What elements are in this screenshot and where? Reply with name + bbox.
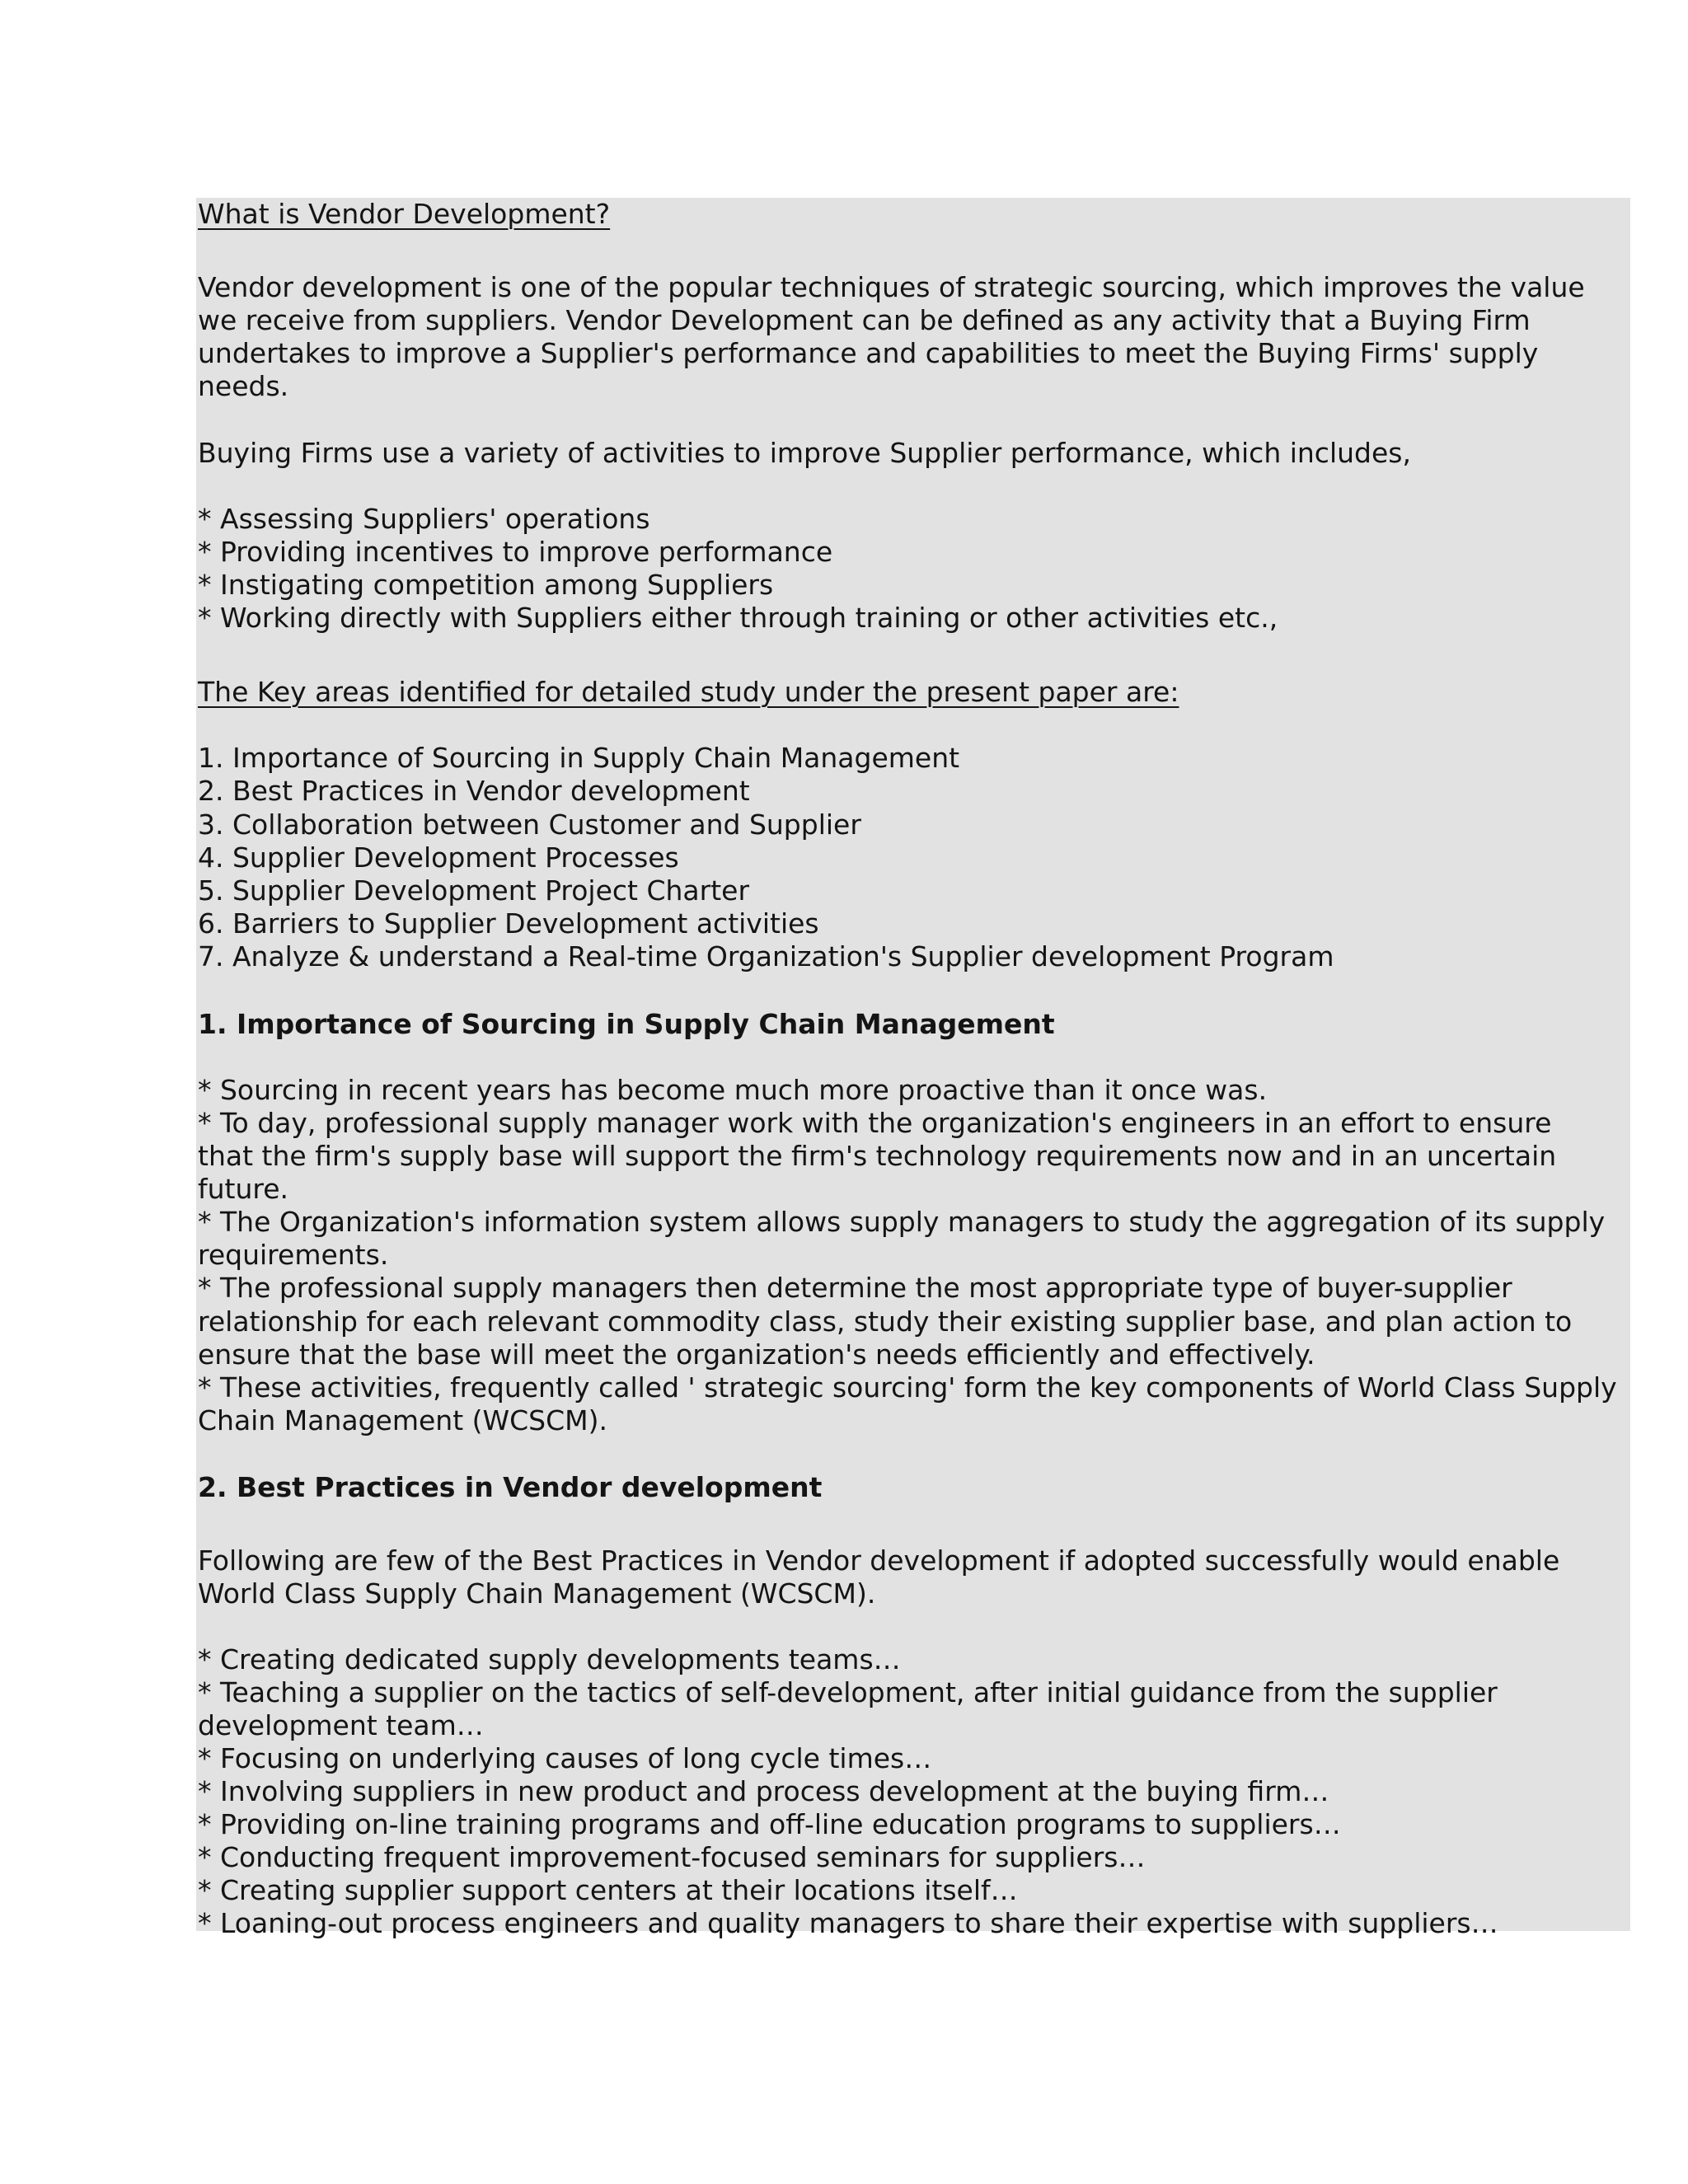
section-1-line: that the firm's supply base will support the firm's technology requirements now and in an uncertain [198,1140,1557,1172]
activity-item: * Instigating competition among Suppliers [198,569,774,601]
activity-item: * Working directly with Suppliers either through training or other activities etc., [198,602,1278,634]
document-page [196,198,1630,1939]
section-2-title: 2. Best Practices in Vendor development [198,1471,823,1503]
intro-line: needs. [198,370,289,402]
key-area-item: 4. Supplier Development Processes [198,841,679,874]
key-area-item: 2. Best Practices in Vendor development [198,775,750,807]
practice-item: * Involving suppliers in new product and process development at the buying firm… [198,1775,1329,1807]
section-2-intro-line: World Class Supply Chain Management (WCSCM). [198,1577,876,1610]
page-heading: What is Vendor Development? [198,198,611,230]
key-area-item: 5. Supplier Development Project Charter [198,874,750,907]
practice-item: * Focusing on underlying causes of long cycle times… [198,1742,932,1774]
practice-item: * Creating supplier support centers at their locations itself… [198,1874,1018,1906]
section-1-line: * The professional supply managers then determine the most appropriate type of buyer-supplier [198,1272,1512,1304]
section-1-line: * Sourcing in recent years has become much more proactive than it once was. [198,1074,1268,1106]
section-1-line: Chain Management (WCSCM). [198,1404,607,1436]
section-1-line: * To day, professional supply manager work with the organization's engineers in an effort to ensure [198,1107,1552,1139]
section-1-line: relationship for each relevant commodity class, study their existing supplier base, and plan action to [198,1305,1573,1338]
activity-item: * Providing incentives to improve performance [198,536,833,568]
section-1-line: * The Organization's information system allows supply managers to study the aggregation of its supply [198,1206,1606,1238]
practice-item: * Loaning-out process engineers and quality managers to share their expertise with suppliers… [198,1907,1498,1939]
practice-item: * Teaching a supplier on the tactics of self-development, after initial guidance from the supplier [198,1676,1498,1708]
intro-line: undertakes to improve a Supplier's performance and capabilities to meet the Buying Firms' supply [198,337,1539,369]
key-area-item: 3. Collaboration between Customer and Supplier [198,808,861,841]
intro-line: we receive from suppliers. Vendor Development can be defined as any activity that a Buying Firm [198,304,1531,336]
key-areas-heading: The Key areas identified for detailed study under the present paper are: [198,676,1179,708]
activity-item: * Assessing Suppliers' operations [198,503,650,535]
key-area-item: 7. Analyze & understand a Real-time Organization's Supplier development Program [198,940,1334,972]
section-2-intro-line: Following are few of the Best Practices in Vendor development if adopted successfully would enable [198,1544,1560,1577]
key-area-item: 1. Importance of Sourcing in Supply Chain Management [198,742,960,774]
section-1-line: future. [198,1173,289,1205]
section-1-line: * These activities, frequently called ' strategic sourcing' form the key components of World Class Supply [198,1371,1617,1404]
intro-line: Vendor development is one of the popular techniques of strategic sourcing, which improves the value [198,271,1585,303]
practice-item: development team… [198,1709,484,1741]
practice-item: * Creating dedicated supply developments teams… [198,1643,901,1675]
practice-item: * Providing on-line training programs and off-line education programs to suppliers… [198,1808,1341,1840]
section-1-line: requirements. [198,1239,389,1271]
practice-item: * Conducting frequent improvement-focused seminars for suppliers… [198,1841,1146,1873]
section-1-title: 1. Importance of Sourcing in Supply Chain Management [198,1008,1055,1040]
activities-lead: Buying Firms use a variety of activities to improve Supplier performance, which includes, [198,437,1411,469]
section-1-line: ensure that the base will meet the organization's needs efficiently and effectively. [198,1338,1315,1371]
key-area-item: 6. Barriers to Supplier Development activities [198,907,819,940]
